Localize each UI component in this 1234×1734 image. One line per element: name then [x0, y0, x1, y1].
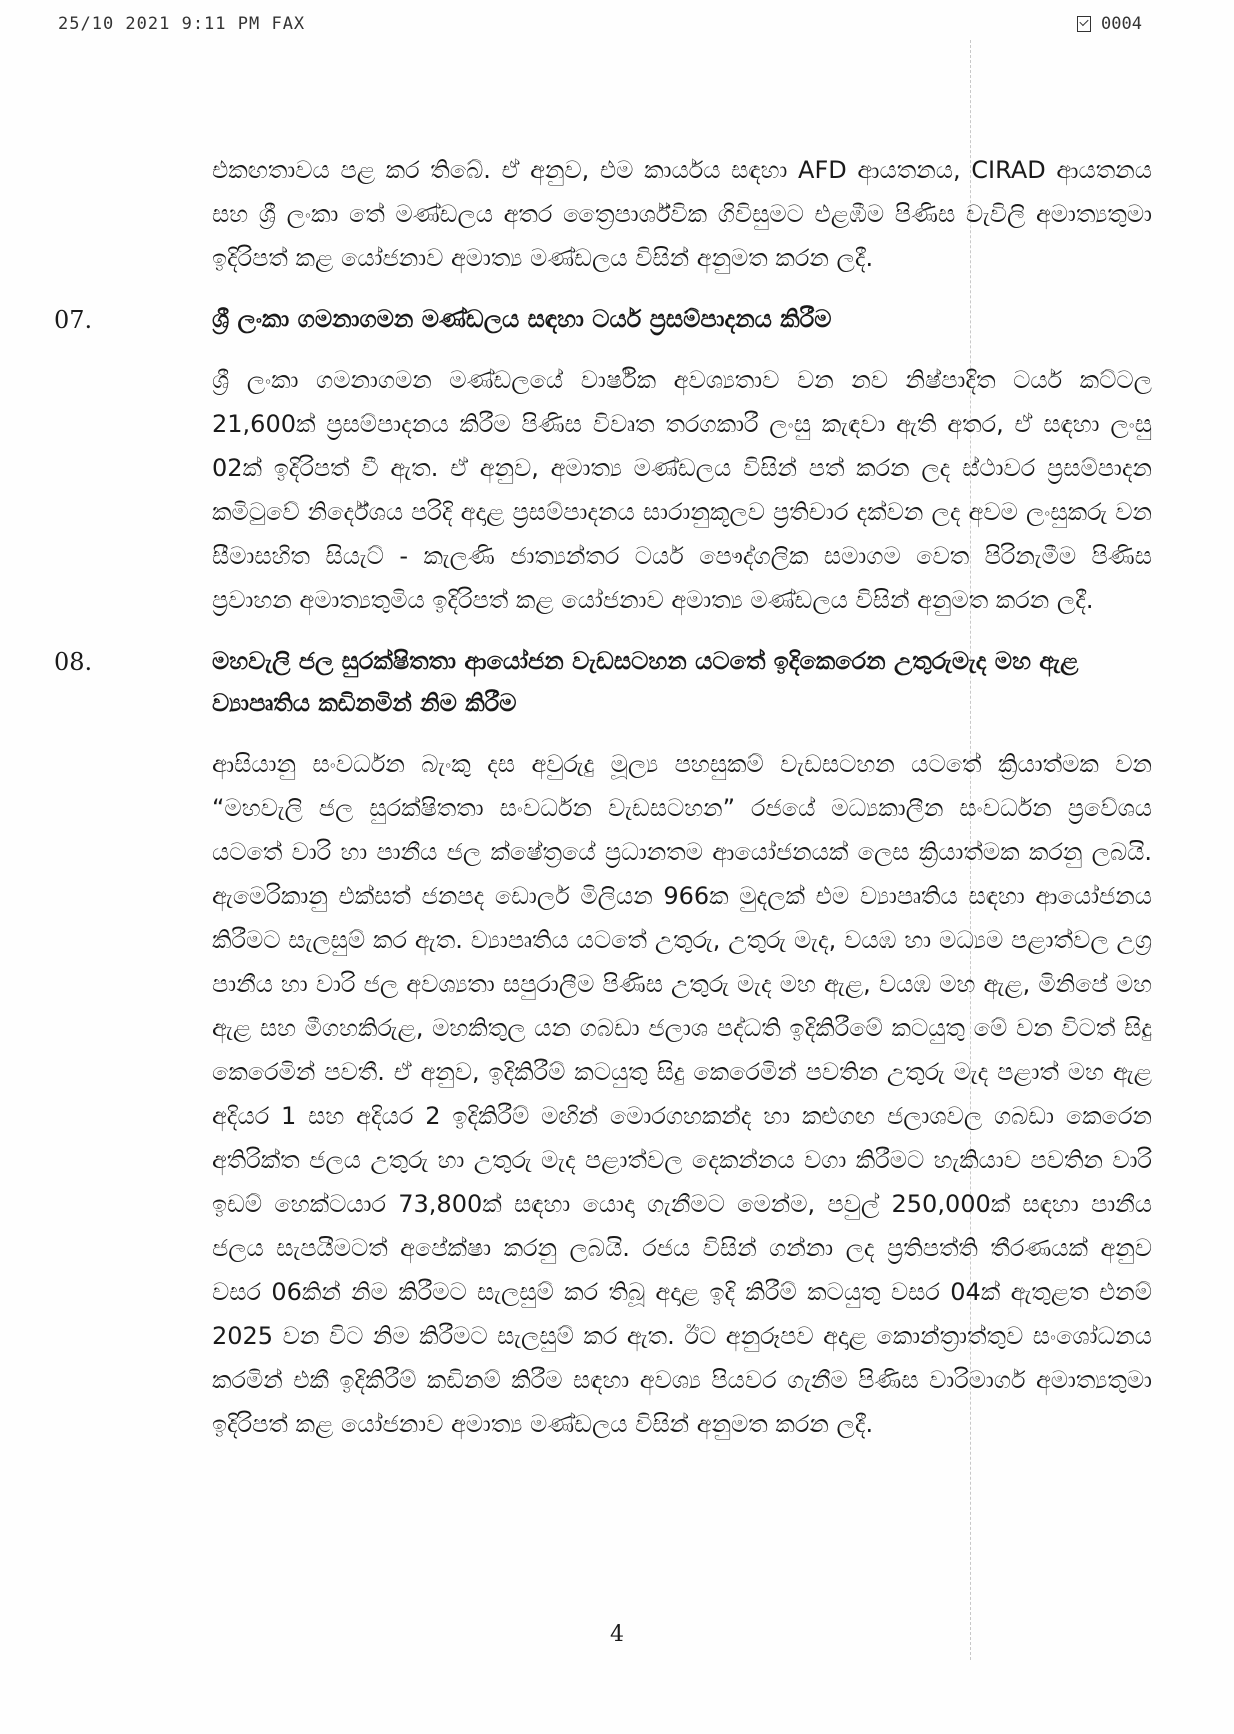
- section-body: ශ්‍රී ලංකා ගමනාගමන මණ්ඩලයේ වාර්ෂික අවශ්‍යතාව වන නව නිෂ්පාදිත ටයර් කට්ටල 21,600ක් ප්‍රසම්පාදනය කිරීම පිණිස විවෘත තරගකාරී ලංසු කැඳවා ඇති අතර, ඒ සඳහා ලංසු 02ක් ඉදිරිපත් වී ඇත. ඒ අනුව, අමාත්‍ය මණ්ඩලය විසින් පත් කරන ලද ස්ථාවර ප්‍රසම්පාදන කමිටුවේ නිර්දේශය පරිදි අදාළ ප්‍රසම්පාදනය සාරානුකූලව ප්‍රතිචාර දක්වන ලද අවම ලංසුකරු වන සීමාසහිත සියැට් - කැලණි ජාත්‍යන්තර ටයර් පෞද්ගලික සමාගම වෙත පිරිනැමීම පිණිස ප්‍රවාහන අමාත්‍යතුමිය ඉදිරිපත් කළ යෝජනාව අමාත්‍ය මණ්ඩලය විසින් අනුමත කරන ලදී.: [212, 366, 1152, 614]
- document-body: [54, 148, 1153, 1446]
- section-number: 08.: [54, 648, 93, 676]
- section-title: ශ්‍රී ලංකා ගමනාගමන මණ්ඩලය සඳහා ටයර් ප්‍රසම්පාදනය කිරීම: [212, 305, 832, 333]
- section-08: [54, 640, 1153, 1446]
- intro-paragraph: එකඟතාවය පළ කර තිබේ. ඒ අනුව, එම කාර්යය සඳහා AFD ආයතනය, CIRAD ආයතනය සහ ශ්‍රී ලංකා තේ මණ්ඩලය අතර ත්‍රෛපාර්ශ්වික ගිවිසුමට එළඹීම පිණිස වැවිලි අමාත්‍යතුමා ඉදිරිපත් කළ යෝජනාව අමාත්‍ය මණ්ඩලය විසින් අනුමත කරන ලදී.: [212, 156, 1152, 272]
- fax-page-code: 0004: [1101, 14, 1142, 34]
- fax-header-datetime: 25/10 2021 9:11 PM FAX: [58, 14, 306, 34]
- page-number: 4: [610, 1622, 624, 1647]
- section-body: ආසියානු සංවර්ධන බැංකු දස අවුරුදු මූල්‍ය පහසුකම් වැඩසටහන යටතේ ක්‍රියාත්මක වන “මහවැලි ජල සුරක්ෂිතතා සංවර්ධන වැඩසටහන” රජයේ මධ්‍යකාලීන සංවර්ධන ප්‍රවේශය යටතේ වාරි හා පානීය ජල ක්ෂේත්‍රයේ ප්‍රධානතම ආයෝජනයක් ලෙස ක්‍රියාත්මක කරනු ලබයි. ඇමෙරිකානු එක්සත් ජනපද ඩොලර් මිලියන 966ක මුදලක් එම ව්‍යාපෘතිය සඳහා ආයෝජනය කිරීමට සැලසුම් කර ඇත. ව්‍යාපෘතිය යටතේ උතුරු, උතුරු මැද, වයඹ හා මධ්‍යම පළාත්වල උග්‍ර පානීය හා වාරි ජල අවශ්‍යතා සපුරාලීම පිණිස උතුරු මැද මහ ඇළ, වයඹ මහ ඇළ, මිනිපේ මහ ඇළ සහ මීගහකිරුළ, මහකිතුල යන ගබඩා ජලාශ පද්ධති ඉදිකිරීමේ කටයුතු මේ වන විටත් සිදු කෙරෙමින් පවතී. ඒ අනුව, ඉදිකිරීම් කටයුතු සිදු කෙරෙමින් පවතින උතුරු මැද පළාත් මහ ඇළ අදියර 1 සහ අදියර 2 ඉදිකිරීම් මඟින් මොරගහකන්ද හා කළුගඟ ජලාශවල ගබඩා කෙරෙන අතිරික්ත ජලය උතුරු හා උතුරු මැද පළාත්වල දෙකන්නය වගා කිරීමට හැකියාව පවතින වාරි ඉඩම් හෙක්ටයාර 73,800ක් සඳහා යොදා ගැනීමට මෙන්ම, පවුල් 250,000ක් සඳහා පානීය ජලය සැපයීමටත් අපේක්ෂා කරනු ලබයි. රජය විසින් ගන්නා ලද ප්‍රතිපත්ති තීරණයක් අනුව වසර 06කින් නිම කිරීමට සැලසුම් කර තිබූ අදාළ ඉදි කිරීම් කටයුතු වසර 04ක් ඇතුළත එනම් 2025 වන විට නිම කිරීමට සැලසුම් කර ඇත. ඊට අනුරූපව අදාළ කොන්ත්‍රාත්තුව සංශෝධනය කරමින් එකී ඉදිකිරීම් කඩිනම් කිරීම සඳහා අවශ්‍ය පියවර ගැනීම පිණිස වාරිමාර්ග අමාත්‍යතුමා ඉදිරිපත් කළ යෝජනාව අමාත්‍ය මණ්ඩලය විසින් අනුමත කරන ලදී.: [212, 750, 1153, 1438]
- fax-check-icon: [1077, 16, 1091, 32]
- section-title: මහවැලි ජල සුරක්ෂිතතා ආයෝජන වැඩසටහන යටතේ ඉදිකෙරෙන උතුරුමැද මහ ඇළ ව්‍යාපෘතිය කඩිනමින් නිම කිරීම: [212, 647, 1079, 717]
- fax-page-marker: [1077, 14, 1142, 34]
- section-07: [54, 298, 1152, 622]
- section-number: 07.: [54, 306, 93, 334]
